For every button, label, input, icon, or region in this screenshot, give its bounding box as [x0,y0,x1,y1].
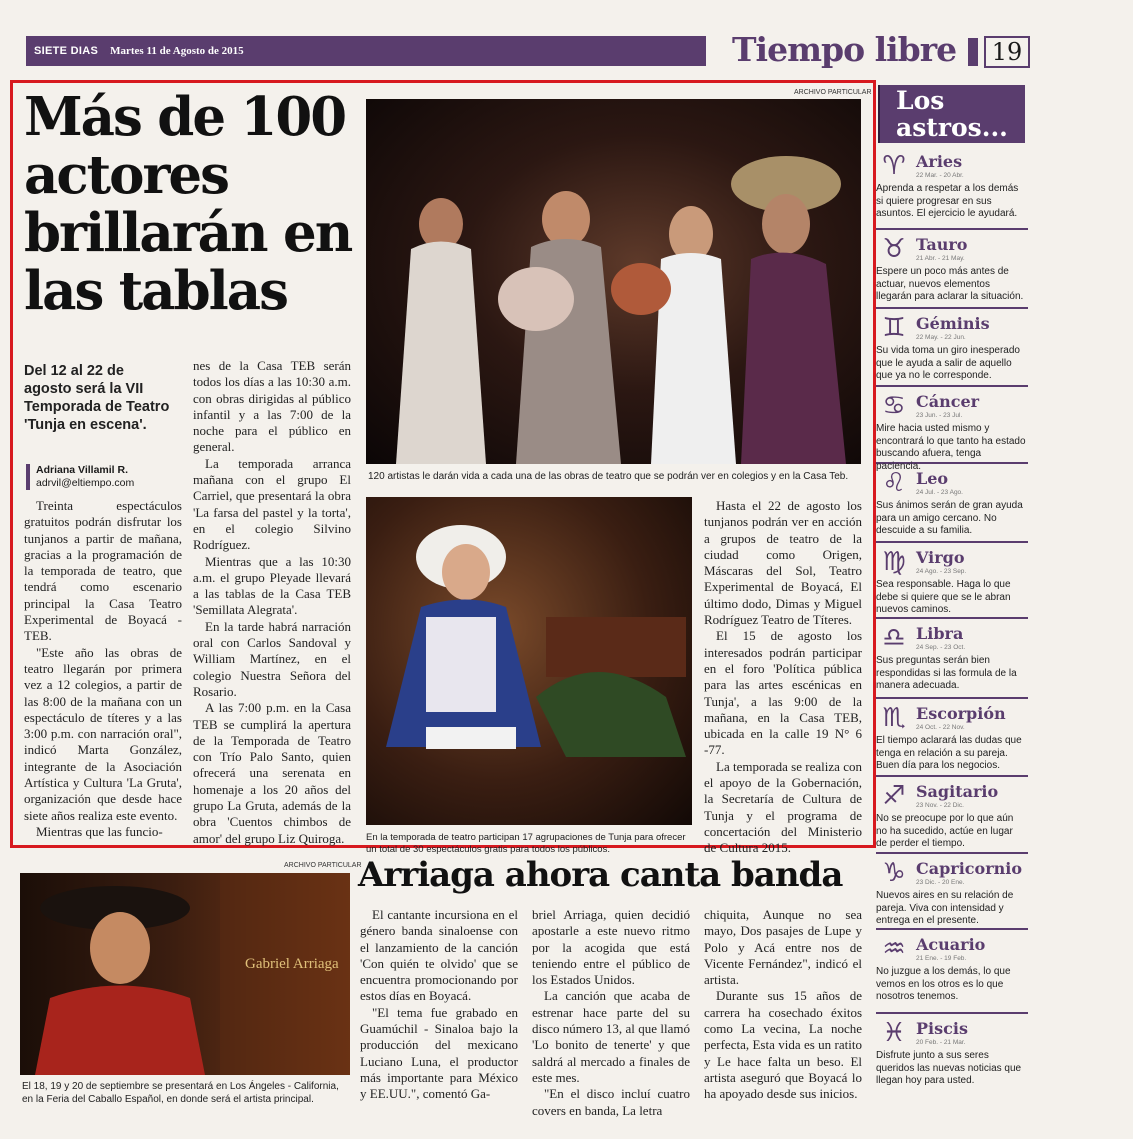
zodiac-icon: ♏ [882,703,906,733]
paragraph: Hasta el 22 de agosto los tunjanos podrán ver en acción a grupos de teatro de la ciudad como Origen, Máscaras del Sol, Teatro Experimental de Boyacá, El último dodo, Dimas y Miguel Rodríguez Teatro de Títeres. [704,498,862,628]
paragraph: El cantante incursiona en el género banda sinaloense con el lanzamiento de la canción 'Con quién te olvido' que se encuentra promocionando por estos días en Boyacá. [360,907,518,1004]
theater-actors-photo [366,99,861,464]
sign-name: Tauro [916,235,968,254]
theater-actors-illustration [366,99,861,464]
sign-text: Nuevos aires en su relación de pareja. Viva con intensidad y entrega en el presente. [876,890,1014,926]
actress-illustration [366,497,692,825]
sign-text: Sus preguntas serán bien respondidas si las formula de la manera adecuada. [876,655,1017,691]
sign-name: Libra [916,624,964,643]
sign-name: Cáncer [916,392,980,411]
sign-text: Espere un poco más antes de actuar, nuevos elementos llegarán para aclarar la situación. [876,266,1024,302]
paragraph: "Este año las obras de teatro llegarán por primera vez a 12 colegios, a partir de las 8:00 de la mañana con un espectáculo de títeres y a las 3:00 p.m. con narración oral", indicó Marta González, integrante de la Asociación Artística y Cultura 'La Gruta', organización que desde hace siete años realiza este evento. [24,644,182,823]
zodiac-icon: ♈ [882,151,906,181]
sign-dates: 23 Jun. - 23 Jul. [916,412,963,419]
sign-name: Acuario [916,935,986,954]
sign-text: Sus ánimos serán de gran ayuda para un amigo cercano. No descuide a su familia. [876,500,1023,536]
zodiac-icon: ♒ [882,934,906,964]
paragraph: Mientras que las funcio- [36,823,163,839]
horoscope-sign [876,390,1028,472]
paragraph: Treinta espectáculos gratuitos podrán disfrutar los tunjanos a partir de mañana, gracias a la programación de la temporada de teatro, que tendrá como escenario principal la Casa Teatro Experimental de Boyacá - TEB. [24,498,182,644]
main-article-column-3 [704,498,862,857]
horoscope-sign [876,312,1028,387]
author-email[interactable]: adrvil@eltiempo.com [36,477,135,489]
photo-caption-2: En la temporada de teatro participan 17 agrupaciones de Tunja para ofrecer un total de 30 espectáculos gratis para todos los públicos. [366,832,686,855]
sign-text: Aprenda a respetar a los demás si quiere progresar en sus asuntos. El ejercicio le ayudará. [876,183,1019,219]
sign-name: Leo [916,469,949,488]
photo-credit: ARCHIVO PARTICULAR [284,862,362,869]
page-number: 19 [984,36,1030,68]
horoscope-sign [876,702,1028,777]
issue-date: Martes 11 de Agosto de 2015 [110,45,244,57]
paragraph: briel Arriaga, quien decidió apostarle a este nuevo ritmo por la acogida que está teniendo entre el público de los Estados Unidos. [532,907,690,988]
singer-photo [20,873,350,1075]
paragraph: Mientras que a las 10:30 a.m. el grupo Pleyade llevará a las tablas de la Casa TEB 'Semillata Alegrata'. [193,553,351,618]
zodiac-icon: ♋ [882,391,906,421]
horoscope-sign [876,857,1028,930]
sign-text: El tiempo aclarará las dudas que tenga en relación a su pareja. Buen día para los negocios. [876,735,1022,771]
horoscope-sign [876,622,1028,699]
paragraph: "En el disco incluí cuatro covers en banda, La letra [532,1086,690,1118]
sign-dates: 24 Ago. - 23 Sep. [916,568,967,575]
zodiac-icon: ♓ [882,1018,906,1048]
zodiac-icon: ♑ [882,858,906,888]
sign-name: Sagitario [916,782,999,801]
sign-dates: 22 Mar. - 20 Abr. [916,172,964,179]
sign-dates: 21 Ene. - 19 Feb. [916,955,967,962]
sign-text: Disfrute junto a sus seres queridos las nuevas noticias que llegan hoy para usted. [876,1050,1022,1086]
horoscope-sign [876,150,1028,230]
zodiac-icon: ♉ [882,234,906,264]
sign-dates: 24 Oct. - 22 Nov. [916,724,965,731]
horoscope-sign [876,933,1028,1014]
paragraph: El 15 de agosto los interesados podrán participar en el foro 'Política pública para las artes escénicas en Tunja', a las 9:00 de la mañana, en la Casa TEB, ubicada en la calle 19 N° 6 -77. [704,628,862,758]
sign-name: Piscis [916,1019,968,1038]
second-article-column-1 [360,907,518,1103]
sign-dates: 22 May. - 22 Jun. [916,334,966,341]
singer-illustration [20,873,350,1075]
sign-name: Escorpión [916,704,1006,723]
second-headline: Arriaga ahora canta banda [358,855,843,895]
page-header-bar [26,36,706,66]
paragraph: A las 7:00 p.m. en la Casa TEB se cumplirá la apertura de la Temporada de Teatro con Trío Palo Santo, quien ofrecerá una serenata en homenaje a los 20 años del grupo La Gruta, además de la obra 'Cuentos chimbos de amor' del grupo Liz Quiroga. [193,700,351,846]
sign-text: No se preocupe por lo que aún no ha sucedido, actúe en lugar de perder el tiempo. [876,813,1014,849]
horoscope-sign [876,233,1028,309]
sign-dates: 23 Dic. - 20 Ene. [916,879,965,886]
photo-credit: ARCHIVO PARTICULAR [794,89,872,96]
sign-dates: 24 Jul. - 23 Ago. [916,489,963,496]
astros-title: Los astros... [880,85,1025,143]
sign-dates: 23 Nov. - 22 Dic. [916,802,964,809]
sign-dates: 24 Sep. - 23 Oct. [916,644,966,651]
paragraph: La temporada arranca mañana con el grupo El Carriel, que presentará la obra 'La farsa del pastel y la torta', en el colegio Silvino Rodríguez. [193,455,351,553]
section-title: Tiempo libre [732,30,957,69]
sign-dates: 21 Abr. - 21 May. [916,255,965,262]
main-article-column-2 [193,358,351,847]
paragraph: Durante sus 15 años de carrera ha cosechado éxitos como La vecina, La noche perfecta, Esta vida es un ratito y Le hace falta un beso. El artista aseguró que Boyacá lo ha apoyado desde sus inicios. [704,988,862,1102]
sign-text: No juzgue a los demás, lo que vemos en los otros es lo que nosotros tenemos. [876,966,1011,1002]
sign-name: Virgo [916,548,965,567]
sign-name: Géminis [916,314,990,333]
zodiac-icon: ♌ [882,468,906,498]
main-article-column-1 [24,498,182,840]
sign-name: Capricornio [916,859,1023,878]
zodiac-icon: ♎ [882,623,906,653]
sign-text: Mire hacia usted mismo y encontrará lo que tanto ha estado buscando afuera, tenga paciencia. [876,423,1026,472]
actress-photo [366,497,692,825]
sign-name: Aries [916,152,963,171]
paragraph: La temporada se realiza con el apoyo de la Gobernación, la Secretaría de Cultura de Tunja y el programa de concertación del Ministerio de Cultura 2015. [704,758,862,856]
main-headline: Más de 100 actores brillarán en las tablas [24,86,352,322]
sign-text: Sea responsable. Haga lo que debe si quiere que se le abran nuevos caminos. [876,579,1011,615]
horoscope-sign [876,1017,1028,1107]
photo-caption-1: 120 artistas le darán vida a cada una de las obras de teatro que se podrán ver en colegios y en la Casa Teb. [368,471,849,482]
svg-text:Gabriel Arriaga: Gabriel Arriaga [245,956,339,972]
section-title-bar [968,38,978,66]
horoscope-sign [876,467,1028,543]
sign-text: Su vida toma un giro inesperado que le ayuda a salir de aquello que ya no le corresponde. [876,345,1020,381]
main-lead: Del 12 al 22 de agosto será la VII Temporada de Teatro 'Tunja en escena'. [24,363,170,433]
paragraph: nes de la Casa TEB serán todos los días a las 10:30 a.m. con obras dirigidas al público infantil y a las 7:00 de la noche para el público en general. [193,358,351,455]
zodiac-icon: ♊ [882,313,906,343]
byline [26,464,176,490]
zodiac-icon: ♐ [882,781,906,811]
paragraph: En la tarde habrá narración oral con Carlos Sandoval y William Martínez, en el colegio Nuestra Señora del Rosario. [193,618,351,699]
paragraph: "El tema fue grabado en Guamúchil - Sinaloa bajo la producción del mexicano Luciano Luna, el productor más importante para México y EE.UU.", comentó Ga- [360,1004,518,1102]
horoscope-sign [876,780,1028,854]
second-article-column-2 [532,907,690,1119]
singer-photo-caption: El 18, 19 y 20 de septiembre se presentará en Los Ángeles - California, en la Feria del Caballo Español, en donde será el artista principal. [22,1081,339,1105]
paragraph: chiquita, Aunque no sea mayo, Dos pasajes de Lupe y Polo y Acá entre nos de Vicente Fernández", indicó el artista. [704,907,862,988]
horoscope-sign [876,546,1028,619]
paragraph: La canción que acaba de estrenar hace parte del su disco número 13, al que llamó 'Lo bonito de tenerte' y que saldrá al mercado a finales de este mes. [532,988,690,1085]
section-name: SIETE DIAS [34,45,99,57]
zodiac-icon: ♍ [882,547,906,577]
second-article-column-3 [704,907,862,1103]
author-name: Adriana Villamil R. [36,464,129,476]
sign-dates: 20 Feb. - 21 Mar. [916,1039,966,1046]
